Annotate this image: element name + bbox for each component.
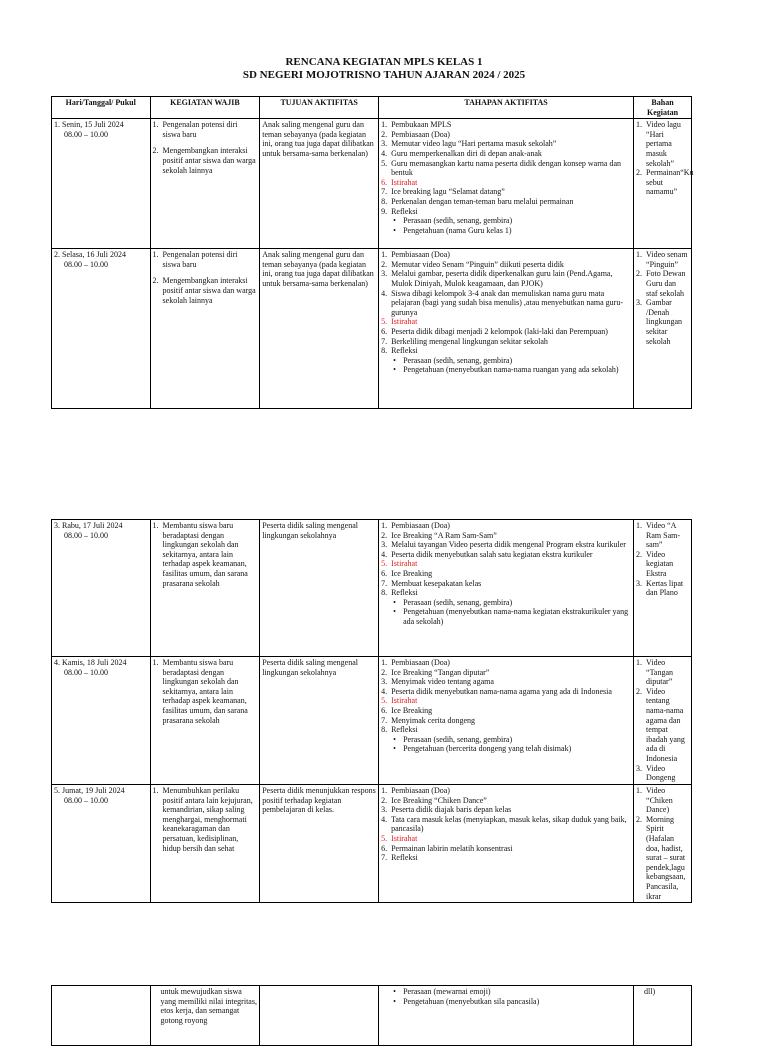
tahapan-item: [381, 130, 631, 140]
refleksi-text: Perasaan (sedih, senang, gembira): [403, 355, 513, 365]
tahapan-item: [381, 844, 631, 854]
tujuan-cell: Anak saling mengenal guru dan teman sebayanya (pada kegiatan ini, orang tua juga dapat dilibatkan untuk bersama-sama berkenalan): [260, 249, 379, 409]
bahan-item: [636, 786, 689, 815]
item-number: 7.: [381, 853, 388, 863]
item-number: 6.: [381, 177, 388, 187]
item-number: 9.: [381, 206, 388, 216]
day-number: 1.: [54, 120, 60, 130]
bullet-icon: •: [393, 987, 396, 996]
tujuan-cell: Peserta didik saling mengenal lingkungan sekolahnya: [260, 520, 379, 657]
item-text: Ice Breaking “A Ram Sam-Sam”: [391, 530, 497, 540]
item-text: Tata cara masuk kelas (menyiapkan, masuk kelas, sikap duduk yang baik, pancasila): [391, 814, 627, 834]
item-number: 2.: [381, 259, 388, 269]
refleksi-bullet: [381, 744, 631, 754]
refleksi-text: Pengetahuan (menyebutkan nama-nama ruangan yang ada sekolah): [403, 365, 619, 375]
item-number: 2.: [152, 146, 159, 156]
bullet-icon: •: [393, 225, 396, 235]
item-text: Ice Breaking “Chiken Dance”: [391, 795, 487, 805]
wajib-item: [153, 658, 258, 725]
schedule-table-2: [51, 519, 692, 903]
day-number: 4.: [54, 658, 60, 667]
wajib-item: [153, 521, 258, 588]
wajib-cell: [150, 249, 260, 409]
item-number: 3.: [381, 540, 388, 550]
refleksi-bullet: [381, 735, 631, 745]
day-line: [54, 658, 148, 668]
item-text: Refleksi: [391, 853, 418, 863]
item-text: Peserta didik dibagi menjadi 2 kelompok (laki-laki dan Perempuan): [391, 326, 608, 336]
bahan-item: [636, 687, 689, 764]
item-number: 2.: [381, 795, 388, 805]
item-number: 6.: [381, 705, 388, 715]
item-text: Berkeliling mengenal lingkungan sekitar sekolah: [391, 336, 548, 346]
tahapan-item: [381, 197, 631, 207]
refleksi-bullet: [381, 598, 631, 608]
tahapan-item: [381, 149, 631, 159]
bullet-icon: •: [393, 355, 396, 365]
refleksi-bullet: [381, 216, 631, 226]
tahapan-item: [381, 187, 631, 197]
bullet-icon: •: [393, 734, 396, 744]
day-time: 08.00 – 10.00: [64, 259, 108, 269]
tahapan-item: [381, 559, 631, 569]
item-text: Ice Breaking “Tangan diputar”: [391, 667, 490, 677]
table-row: [52, 249, 692, 409]
table-row: [52, 785, 692, 903]
item-number: 7.: [381, 336, 388, 346]
table-row-continuation: [52, 986, 692, 1046]
bahan-cell: [634, 657, 692, 785]
item-number: 2.: [636, 269, 643, 279]
item-number: 1.: [636, 120, 643, 130]
tahapan-item: [381, 159, 631, 178]
day-cell: [52, 119, 151, 249]
bahan-cell: [634, 119, 692, 249]
day-cell: [52, 785, 151, 903]
tahapan-item: [381, 588, 631, 598]
item-text: Kertas lipat dan Plano: [646, 578, 684, 598]
wajib-cell: [150, 785, 260, 903]
tahapan-cell: [379, 119, 634, 249]
header-row: [52, 97, 692, 119]
bullet-icon: •: [393, 996, 396, 1006]
continuation-tahapan: [379, 986, 634, 1046]
item-text: Pembukaan MPLS: [391, 120, 452, 130]
tahapan-item: [381, 317, 631, 327]
wajib-cell: [150, 520, 260, 657]
item-text: Menumbuhkan perilaku positif antara lain kejujuran, kemandirian, sikap saling menghargai, menghormati keanekaragaman dan persatuan, kedisiplinan, hidup bersih dan sehat: [162, 786, 253, 853]
item-text: Istirahat: [391, 696, 418, 706]
bullet-icon: •: [393, 607, 396, 617]
tahapan-item: [381, 815, 631, 834]
item-number: 2.: [636, 686, 643, 696]
table-row: [52, 119, 692, 249]
tahapan-item: [381, 327, 631, 337]
item-text: Membantu siswa baru beradaptasi dengan lingkungan sekolah dan sekitarnya, antara lain terhadap aspek keamanan, fasilitas umum, dan sarana prasarana sekolah: [162, 521, 248, 588]
bahan-item: [636, 168, 694, 197]
item-text: Peserta didik menyebutkan nama-nama agama yang ada di Indonesia: [391, 686, 612, 696]
item-number: 8.: [381, 196, 388, 206]
item-number: 5.: [381, 833, 388, 843]
header-wajib: KEGIATAN WAJIB: [150, 97, 260, 119]
item-text: Guru memperkenalkan diri di depan anak-anak: [391, 148, 542, 158]
item-number: 1.: [381, 786, 388, 795]
bahan-cell: [634, 785, 692, 903]
item-number: 5.: [381, 158, 388, 168]
item-number: 5.: [381, 696, 388, 706]
item-text: Video tentang nama-nama agama dan tempat ibadah yang ada di Indonesia: [646, 686, 685, 763]
tahapan-cell: [379, 249, 634, 409]
tahapan-item: [381, 289, 631, 318]
tahapan-item: [381, 786, 631, 796]
document-subtitle: SD NEGERI MOJOTRISNO TAHUN AJARAN 2024 / 2025: [242, 69, 526, 81]
bahan-item: [636, 658, 689, 687]
tahapan-item: [381, 178, 631, 188]
bullet-icon: •: [393, 744, 396, 754]
item-number: 3.: [381, 139, 388, 149]
bahan-item: [636, 579, 689, 598]
day-time: 08.00 – 10.00: [64, 667, 108, 677]
item-text: Peserta didik menyebutkan salah satu kegiatan ekstra kurikuler: [391, 549, 593, 559]
item-text: Pembiasaan (Doa): [391, 658, 450, 667]
item-number: 8.: [381, 588, 388, 598]
tahapan-item: [381, 569, 631, 579]
item-text: Pengenalan potensi diri siswa baru: [162, 120, 238, 139]
table-row: [52, 520, 692, 657]
refleksi-bullet: [381, 226, 631, 236]
item-text: Pembiasaan (Doa): [391, 786, 450, 795]
item-number: 1.: [152, 521, 159, 530]
wajib-cell: [150, 119, 260, 249]
item-text: Video lagu “Hari pertama masuk sekolah”: [646, 120, 681, 168]
bullet-icon: •: [393, 365, 396, 375]
item-number: 2.: [636, 814, 643, 824]
item-text: Video Dongeng: [646, 763, 676, 783]
item-text: Gambar /Denah lingkungan sekitar sekolah: [646, 298, 683, 346]
tahapan-item: [381, 579, 631, 589]
tahapan-item: [381, 337, 631, 347]
bahan-item: [636, 550, 689, 579]
bahan-item: [636, 298, 689, 346]
day-date: Rabu, 17 Juli 2024: [62, 521, 123, 530]
bullet-icon: •: [393, 597, 396, 607]
tahapan-cell: [379, 657, 634, 785]
day-cell: [52, 657, 151, 785]
item-number: 7.: [381, 578, 388, 588]
refleksi-text: Pengetahuan (menyebutkan nama-nama kegiatan ekstrakurikuler yang ada sekolah): [403, 607, 629, 626]
item-number: 3.: [381, 677, 388, 687]
continuation-day: [52, 986, 151, 1046]
item-number: 4.: [381, 814, 388, 824]
continuation-wajib: untuk mewujudkan siswa yang memiliki nilai integritas, etos kerja, dan semangat gotong royong: [150, 986, 260, 1046]
item-number: 5.: [381, 559, 388, 569]
refleksi-bullet: [381, 365, 631, 375]
day-number: 5.: [54, 786, 60, 795]
item-text: Melalui gambar, peserta didik diperkenalkan guru lain (Pend.Agama, Mulok Diniyah, Mulok keagamaan, dan PJOK): [391, 269, 613, 288]
item-text: Peserta didik diajak baris depan kelas: [391, 805, 512, 815]
list-spacer: [153, 139, 258, 146]
tahapan-cell: [379, 520, 634, 657]
header-tahapan: TAHAPAN AKTIFITAS: [379, 97, 634, 119]
tahapan-item: [381, 540, 631, 550]
item-text: Ice Breaking: [391, 568, 433, 578]
tujuan-cell: Anak saling mengenal guru dan teman sebayanya (pada kegiatan ini, orang tua juga dapat dilibatkan untuk bersama-sama berkenalan): [260, 119, 379, 249]
item-text: Guru memasangkan kartu nama peserta didik dengan konsep warna dan bentuk: [391, 158, 621, 178]
item-number: 3.: [381, 269, 388, 279]
bahan-cell: [634, 520, 692, 657]
item-text: Memutar video lagu “Hari pertama masuk sekolah”: [391, 139, 557, 149]
item-text: Perkenalan dengan teman-teman baru melalui permainan: [391, 196, 574, 206]
tahapan-item: [381, 687, 631, 697]
tahapan-item: [381, 550, 631, 560]
wajib-item: [153, 786, 258, 853]
day-time: 08.00 – 10.00: [64, 129, 108, 139]
day-date: Selasa, 16 Juli 2024: [62, 250, 126, 260]
item-number: 4.: [381, 148, 388, 158]
tahapan-item: [381, 677, 631, 687]
item-number: 1.: [152, 786, 159, 795]
item-number: 1.: [636, 250, 643, 260]
day-date: Kamis, 18 Juli 2024: [62, 658, 127, 667]
item-text: Video “Chiken Dance): [646, 786, 673, 815]
tahapan-item: [381, 346, 631, 356]
header-tujuan: TUJUAN AKTIFITAS: [260, 97, 379, 119]
tahapan-item: [381, 250, 631, 260]
item-text: Permainan labirin melatih konsentrasi: [391, 843, 513, 853]
schedule-table-1: [51, 96, 692, 409]
item-text: Refleksi: [391, 588, 418, 598]
tahapan-item: [381, 269, 631, 288]
item-number: 2.: [381, 530, 388, 540]
item-number: 2.: [636, 549, 643, 559]
item-text: Mengembangkan interaksi positif antar siswa dan warga sekolah lainnya: [162, 276, 256, 305]
item-number: 8.: [381, 725, 388, 735]
wajib-item: [153, 276, 258, 305]
tahapan-item: [381, 207, 631, 217]
refleksi-bullet: [381, 987, 631, 997]
item-text: Refleksi: [391, 725, 418, 735]
refleksi-text: Perasaan (sedih, senang, gembira): [403, 734, 513, 744]
day-time: 08.00 – 10.00: [64, 795, 108, 805]
tahapan-item: [381, 260, 631, 270]
bahan-item: [636, 521, 689, 550]
tujuan-cell: Peserta didik menunjukkan respons positif terhadap kegiatan pembelajaran di kelas.: [260, 785, 379, 903]
item-number: 1.: [152, 658, 159, 667]
tahapan-item: [381, 120, 631, 130]
item-text: Membuat kesepakatan kelas: [391, 578, 482, 588]
item-text: Pembiasaan (Doa): [391, 129, 450, 139]
day-date: Senin, 15 Juli 2024: [62, 120, 124, 130]
refleksi-bullet: [381, 356, 631, 366]
header-day: Hari/Tanggal/ Pukul: [52, 97, 151, 119]
day-number: 3.: [54, 521, 60, 530]
header-bahan: Bahan Kegiatan: [634, 97, 692, 119]
day-line: [54, 250, 148, 260]
item-text: Istirahat: [391, 833, 418, 843]
wajib-item: [153, 250, 258, 269]
day-line: [54, 521, 148, 531]
document-title: RENCANA KEGIATAN MPLS KELAS 1: [285, 56, 483, 68]
item-text: Mengembangkan interaksi positif antar siswa dan warga sekolah lainnya: [162, 146, 256, 175]
bahan-item: [636, 250, 689, 269]
table-row: [52, 657, 692, 785]
continuation-tujuan: [260, 986, 379, 1046]
tahapan-item: [381, 805, 631, 815]
wajib-cell: [150, 657, 260, 785]
item-number: 1.: [381, 658, 388, 667]
item-text: Menyimak cerita dongeng: [391, 715, 476, 725]
day-date: Jumat, 19 Juli 2024: [62, 786, 125, 795]
refleksi-bullet: [381, 607, 631, 626]
tahapan-item: [381, 531, 631, 541]
item-number: 4.: [381, 288, 388, 298]
tujuan-cell: Peserta didik saling mengenal lingkungan sekolahnya: [260, 657, 379, 785]
item-text: Siswa dibagi kelompok 3-4 anak dan memuliskan nama guru mata pelajaran (bagi yang sudah bisa menulis) ,atau menyebutkan nama guru-gurunya: [391, 288, 623, 317]
list-spacer: [153, 269, 258, 276]
item-text: Pengenalan potensi diri siswa baru: [162, 250, 238, 269]
item-number: 3.: [636, 763, 643, 773]
tahapan-item: [381, 139, 631, 149]
tahapan-item: [381, 658, 631, 668]
refleksi-text: Pengetahuan (bercerita dongeng yang telah disimak): [403, 744, 572, 754]
wajib-item: [153, 146, 258, 175]
item-text: Morning Spirit (Hafalan doa, hadist, surat – surat pendek,lagu kebangsaan, Pancasila, ikrar: [646, 814, 686, 901]
item-number: 3.: [636, 298, 643, 308]
item-text: Video “A Ram Sam-sam”: [646, 521, 681, 550]
item-number: 4.: [381, 549, 388, 559]
item-text: Istirahat: [391, 559, 418, 569]
tahapan-item: [381, 725, 631, 735]
item-number: 2.: [636, 168, 643, 178]
item-number: 1.: [636, 658, 643, 667]
refleksi-text: Pengetahuan (nama Guru kelas 1): [403, 225, 512, 235]
bullet-icon: •: [393, 216, 396, 226]
item-text: Foto Dewan Guru dan staf sekolah: [646, 269, 686, 298]
day-cell: [52, 249, 151, 409]
day-line: [54, 120, 148, 130]
item-text: Ice breaking lagu “Selamat datang”: [391, 187, 505, 197]
bahan-item: [636, 120, 689, 168]
item-text: Memutar video Senam “Pinguin” diikuti peserta didik: [391, 259, 564, 269]
tahapan-item: [381, 706, 631, 716]
day-time: 08.00 – 10.00: [64, 530, 108, 540]
refleksi-text: Perasaan (mewarnai emoji): [403, 987, 491, 996]
tahapan-cell: [379, 785, 634, 903]
refleksi-text: Perasaan (sedih, senang, gembira): [403, 216, 513, 226]
item-text: Video senam “Pinguin”: [646, 250, 688, 269]
item-text: Video kegiatan Ekstra: [646, 549, 674, 578]
day-line: [54, 786, 148, 796]
item-number: 7.: [381, 715, 388, 725]
tahapan-item: [381, 853, 631, 863]
item-text: Istirahat: [391, 317, 418, 327]
item-text: Refleksi: [391, 206, 418, 216]
item-text: Video “Tangan diputar”: [646, 658, 674, 687]
item-text: Pembiasaan (Doa): [391, 250, 450, 260]
bahan-item: [636, 815, 689, 901]
day-cell: [52, 520, 151, 657]
item-text: Istirahat: [391, 177, 418, 187]
item-number: 1.: [152, 250, 159, 260]
item-text: Membantu siswa baru beradaptasi dengan lingkungan sekolah dan sekitarnya, antara lain terhadap aspek keamanan, fasilitas umum, dan sarana prasarana sekolah: [162, 658, 248, 725]
item-number: 6.: [381, 843, 388, 853]
item-text: Ice Breaking: [391, 705, 433, 715]
item-number: 6.: [381, 326, 388, 336]
tahapan-item: [381, 834, 631, 844]
item-number: 2.: [152, 276, 159, 286]
item-number: 1.: [381, 120, 388, 130]
item-number: 8.: [381, 346, 388, 356]
item-number: 6.: [381, 568, 388, 578]
item-number: 7.: [381, 187, 388, 197]
tahapan-item: [381, 696, 631, 706]
refleksi-text: Pengetahuan (menyebutkan sila pancasila): [403, 996, 540, 1006]
day-number: 2.: [54, 250, 60, 260]
wajib-item: [153, 120, 258, 139]
item-text: Permainan“Ku sebut namamu”: [646, 168, 694, 197]
schedule-table-3: [51, 985, 692, 1046]
bahan-item: [636, 269, 689, 298]
item-text: Pembiasaan (Doa): [391, 521, 450, 530]
tahapan-item: [381, 716, 631, 726]
item-number: 3.: [636, 578, 643, 588]
item-number: 5.: [381, 317, 388, 327]
continuation-bahan: dll): [634, 986, 692, 1046]
tahapan-item: [381, 668, 631, 678]
item-number: 2.: [381, 129, 388, 139]
bahan-item: [636, 764, 689, 783]
tahapan-item: [381, 521, 631, 531]
bahan-cell: [634, 249, 692, 409]
item-number: 2.: [381, 667, 388, 677]
tahapan-item: [381, 796, 631, 806]
item-number: 1.: [381, 250, 388, 260]
item-number: 4.: [381, 686, 388, 696]
item-number: 1.: [636, 786, 643, 795]
item-number: 1.: [636, 521, 643, 530]
item-number: 3.: [381, 805, 388, 815]
item-number: 1.: [152, 120, 159, 130]
item-number: 1.: [381, 521, 388, 530]
item-text: Melalui tayangan Video peserta didik mengenal Program ekstra kurikuler: [391, 540, 626, 550]
item-text: Menyimak video tentang agama: [391, 677, 494, 687]
item-text: Refleksi: [391, 346, 418, 356]
refleksi-text: Perasaan (sedih, senang, gembira): [403, 597, 513, 607]
refleksi-bullet: [381, 997, 631, 1007]
